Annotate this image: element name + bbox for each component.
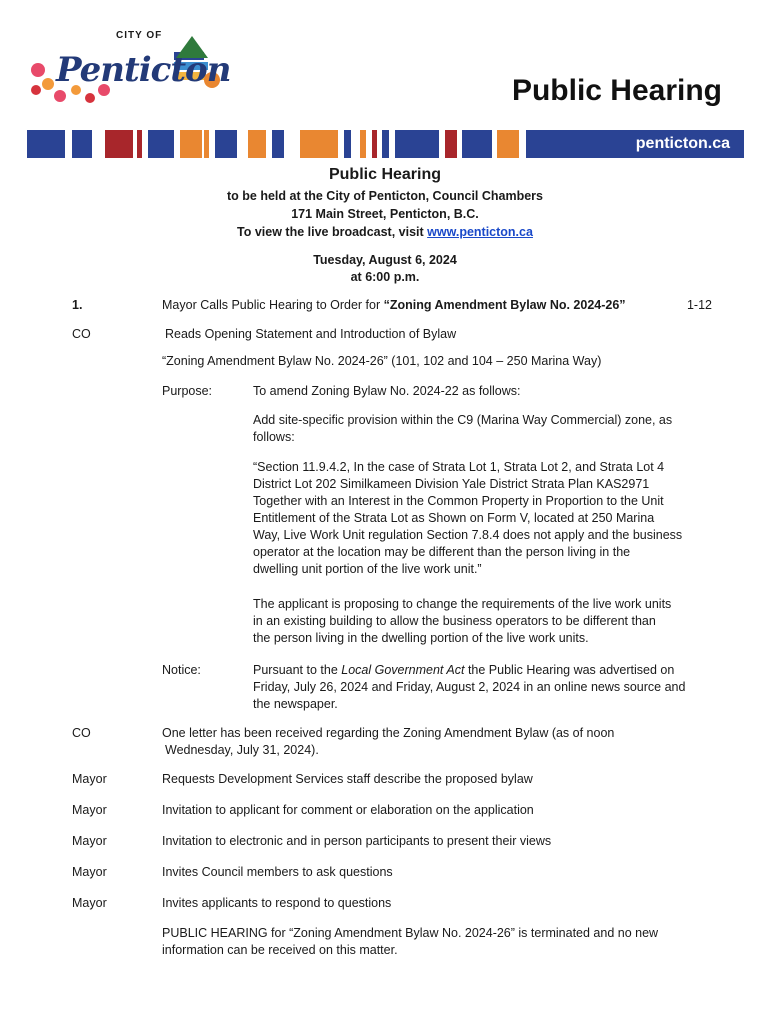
stripe-block <box>462 130 492 158</box>
agenda-text: Invitation to electronic and in person participants to present their views <box>162 834 552 848</box>
notice-prefix: Pursuant to the <box>253 663 342 677</box>
agenda-text: Invitation to applicant for comment or elaboration on the application <box>162 803 534 817</box>
stripe-block <box>248 130 266 158</box>
logo-city-text: CITY OF <box>116 30 163 41</box>
quote-line: District Lot 202 Similkameen Division Yale District Strata Plan KAS2971 <box>253 477 650 491</box>
quote-line: “Section 11.9.4.2, In the case of Strata Lot 1, Strata Lot 2, and Strata Lot 4 <box>253 460 665 474</box>
location-line: to be held at the City of Penticton, Council Chambers <box>227 189 543 203</box>
provision-line: Add site-specific provision within the C9 (Marina Way Commercial) zone, as <box>253 413 673 427</box>
stripe-block <box>272 130 284 158</box>
item-pages: 1-12 <box>686 298 712 312</box>
closing-line: information can be received on this matter. <box>162 943 398 957</box>
stripe-block <box>300 130 338 158</box>
letter-line: Wednesday, July 31, 2024). <box>165 743 319 757</box>
speaker-label: Mayor <box>72 834 107 848</box>
applicant-line: the person living in the dwelling portion of the live work units. <box>253 631 589 645</box>
stripe-block <box>137 130 142 158</box>
bylaw-line: “Zoning Amendment Bylaw No. 2024-26” (101, 102 and 104 – 250 Marina Way) <box>162 354 602 368</box>
provision-line: follows: <box>253 430 295 444</box>
speaker-label: Mayor <box>72 772 107 786</box>
stripe-block <box>204 130 209 158</box>
stripe-block <box>148 130 174 158</box>
hearing-time: at 6:00 p.m. <box>350 270 420 284</box>
purpose-text: To amend Zoning Bylaw No. 2024-22 as follows: <box>253 384 521 398</box>
item-text: Mayor Calls Public Hearing to Order for <box>162 298 384 312</box>
website-banner <box>526 130 744 158</box>
notice-line <box>253 662 703 679</box>
closing-line: PUBLIC HEARING for “Zoning Amendment Bylaw No. 2024-26” is terminated and no new <box>162 926 659 940</box>
address-line: 171 Main Street, Penticton, B.C. <box>291 207 479 221</box>
stripe-block <box>105 130 133 158</box>
city-logo <box>24 24 231 108</box>
stripe-block <box>372 130 377 158</box>
applicant-line: The applicant is proposing to change the requirements of the live work units <box>253 597 672 611</box>
agenda-text: Requests Development Services staff describe the proposed bylaw <box>162 772 533 786</box>
quote-line: operator at the location may be different than the person living in the <box>253 545 631 559</box>
broadcast-prefix: To view the live broadcast, visit <box>237 225 428 239</box>
speaker-label: CO <box>72 726 91 740</box>
notice-suffix: the Public Hearing was advertised on <box>464 663 675 677</box>
act-name: Local Government Act <box>341 663 465 677</box>
stripe-block <box>360 130 366 158</box>
broadcast-line <box>0 223 770 241</box>
website-url: penticton.ca <box>635 135 730 152</box>
item-description <box>162 297 626 314</box>
hearing-title: Public Hearing <box>328 166 442 183</box>
item-bylaw-title: “Zoning Amendment Bylaw No. 2024-26” <box>383 298 626 312</box>
stripe-block <box>72 130 92 158</box>
stripe-block <box>344 130 351 158</box>
stripe-block <box>445 130 457 158</box>
agenda-text: Invites Council members to ask questions <box>162 865 393 879</box>
quote-line: dwelling unit portion of the live work unit.” <box>253 562 482 576</box>
stripe-block <box>27 130 65 158</box>
applicant-line: in an existing building to allow the business operators to be different than <box>253 614 656 628</box>
quote-line: Entitlement of the Strata Lot as Shown on Form V, located at 250 Marina <box>253 511 655 525</box>
stripe-block <box>382 130 389 158</box>
speaker-label: Mayor <box>72 896 107 910</box>
document-title: Public Hearing <box>511 74 722 107</box>
website-link[interactable]: www.penticton.ca <box>427 225 533 239</box>
notice-line: the newspaper. <box>253 697 338 711</box>
stripe-block <box>497 130 519 158</box>
stripe-block <box>215 130 237 158</box>
quote-line: Way, Live Work Unit regulation Section 7.8.4 does not apply and the business <box>253 528 683 542</box>
logo-wordmark: Penticton <box>56 50 231 90</box>
purpose-label: Purpose: <box>162 384 213 398</box>
speaker-label: Mayor <box>72 803 107 817</box>
agenda-text: Reads Opening Statement and Introduction of Bylaw <box>165 327 457 341</box>
item-number: 1. <box>72 298 83 312</box>
letter-line: One letter has been received regarding the Zoning Amendment Bylaw (as of noon <box>162 726 615 740</box>
stripe-block <box>395 130 439 158</box>
stripe-block <box>180 130 202 158</box>
speaker-label: CO <box>72 327 91 341</box>
quote-line: Together with an Interest in the Common Property in Proportion to the Unit <box>253 494 664 508</box>
speaker-label: Mayor <box>72 865 107 879</box>
notice-label: Notice: <box>162 663 201 677</box>
agenda-text: Invites applicants to respond to questions <box>162 896 392 910</box>
notice-line: Friday, July 26, 2024 and Friday, August 2, 2024 in an online news source and <box>253 680 686 694</box>
hearing-date: Tuesday, August 6, 2024 <box>313 253 457 267</box>
